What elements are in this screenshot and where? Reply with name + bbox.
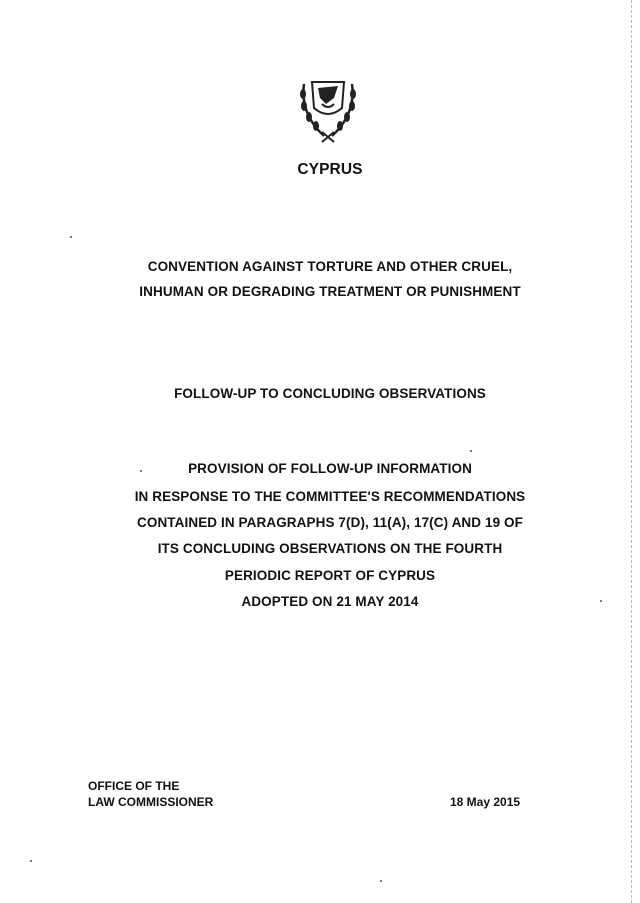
description-line: PERIODIC REPORT OF CYPRUS xyxy=(224,568,436,583)
subtitle: FOLLOW-UP TO CONCLUDING OBSERVATIONS xyxy=(174,386,486,401)
title-line: CONVENTION AGAINST TORTURE AND OTHER CRUEL, xyxy=(147,259,513,274)
cyprus-coat-of-arms-emblem xyxy=(296,74,360,146)
office-line: LAW COMMISSIONER xyxy=(88,795,214,809)
description-line: ADOPTED ON 21 MAY 2014 xyxy=(241,594,419,609)
scan-speck xyxy=(380,880,382,882)
description-line: IN RESPONSE TO THE COMMITTEE'S RECOMMENDATIONS xyxy=(134,489,526,504)
description-line: ITS CONCLUDING OBSERVATIONS ON THE FOURTH xyxy=(157,541,503,556)
scan-speck xyxy=(30,860,32,862)
scan-speck xyxy=(600,600,602,602)
scan-speck xyxy=(470,450,472,452)
scan-speck xyxy=(140,470,142,472)
country-heading: CYPRUS xyxy=(297,161,363,178)
document-date: 18 May 2015 xyxy=(450,795,521,809)
scan-edge xyxy=(631,0,632,903)
title-line: INHUMAN OR DEGRADING TREATMENT OR PUNISHMENT xyxy=(139,284,521,299)
description-line: PROVISION OF FOLLOW-UP INFORMATION xyxy=(188,461,472,476)
scan-speck xyxy=(70,236,72,238)
description-line: CONTAINED IN PARAGRAPHS 7(D), 11(A), 17(C) AND 19 OF xyxy=(137,515,523,530)
office-line: OFFICE OF THE xyxy=(88,779,180,793)
